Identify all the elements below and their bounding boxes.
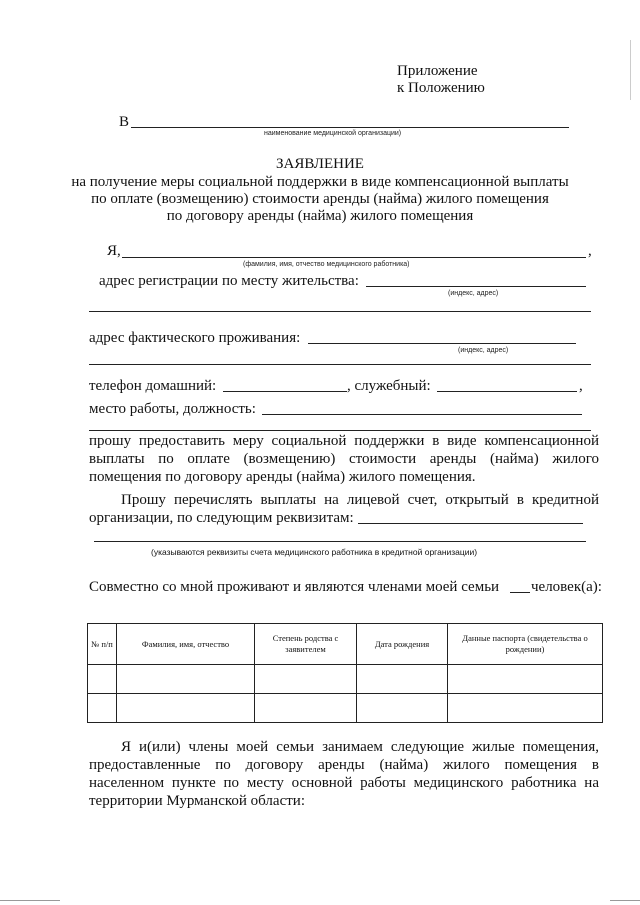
subtitle-line-2: по оплате (возмещению) стоимости аренды (найма) жилого помещения (91, 191, 549, 207)
table-row (88, 694, 603, 723)
actual-address-label: адрес фактического проживания: (89, 330, 301, 346)
family-count-line[interactable] (510, 592, 530, 593)
table-cell[interactable] (255, 665, 357, 694)
request-line-2: выплаты по оплате (возмещению) стоимости аренды (найма) жилого (89, 451, 599, 467)
applicant-name-line[interactable] (122, 257, 586, 258)
payment-caption: (указываются реквизиты счета медицинского работника в кредитной организации) (151, 547, 478, 557)
reg-address-label: адрес регистрации по месту жительства: (99, 273, 359, 289)
table-cell[interactable] (255, 694, 357, 723)
workplace-line-2[interactable] (89, 430, 591, 431)
payment-line-2-label: организации, по следующим реквизитам: (89, 510, 354, 526)
housing-line-3: населенном пункте по месту основной работы медицинского работника на (89, 775, 599, 791)
column-header-full-name: Фамилия, имя, отчество (117, 624, 255, 665)
table-cell[interactable] (88, 694, 117, 723)
table-cell[interactable] (357, 665, 448, 694)
subtitle-line-1: на получение меры социальной поддержки в виде компенсационной выплаты (71, 174, 569, 190)
actual-address-line-2[interactable] (89, 364, 591, 365)
table-cell[interactable] (448, 694, 603, 723)
phone-home-line[interactable] (223, 391, 347, 392)
family-text-before: Совместно со мной проживают и являются членами моей семьи (89, 579, 500, 595)
addressee-field-line[interactable] (131, 127, 569, 128)
reg-address-line[interactable] (366, 286, 586, 287)
payment-line-1: Прошу перечислять выплаты на лицевой счет, открытый в кредитной (121, 492, 599, 508)
column-header-relation: Степень родства с заявителем (255, 624, 357, 665)
actual-address-line[interactable] (308, 343, 576, 344)
reg-address-line-2[interactable] (89, 311, 591, 312)
table-cell[interactable] (117, 694, 255, 723)
phone-work-label: , служебный: (347, 378, 431, 394)
payment-details-line-2[interactable] (94, 541, 586, 542)
housing-line-1: Я и(или) члены моей семьи занимаем следующие жилые помещения, (121, 739, 599, 755)
request-line-1: прошу предоставить меру социальной поддержки в виде компенсационной (89, 433, 599, 449)
table-cell[interactable] (448, 665, 603, 694)
addressee-prefix: В (119, 114, 130, 130)
table-cell[interactable] (117, 665, 255, 694)
housing-line-4: территории Мурманской области: (89, 793, 305, 809)
reg-address-caption: (индекс, адрес) (448, 290, 499, 297)
phone-work-comma: , (579, 378, 583, 394)
housing-line-2: предоставленные по договору аренды (найма) жилого помещения в (89, 757, 599, 773)
workplace-label: место работы, должность: (89, 401, 256, 417)
applicant-name-comma: , (588, 243, 592, 259)
appendix-line-1: Приложение (397, 63, 478, 79)
phone-work-line[interactable] (437, 391, 577, 392)
table-header-row (88, 624, 603, 665)
family-text-after: человек(а): (531, 579, 602, 595)
subtitle-line-3: по договору аренды (найма) жилого помещения (166, 208, 474, 224)
applicant-name-caption: (фамилия, имя, отчество медицинского работника) (243, 261, 410, 268)
applicant-prefix: Я, (107, 243, 121, 259)
actual-address-caption: (индекс, адрес) (458, 347, 509, 354)
column-header-number: № п/п (88, 624, 117, 665)
family-members-table (87, 623, 603, 723)
workplace-line[interactable] (262, 414, 582, 415)
column-header-birth-date: Дата рождения (357, 624, 448, 665)
column-header-passport: Данные паспорта (свидетельства о рождении) (448, 624, 603, 665)
document-title: ЗАЯВЛЕНИЕ (276, 156, 364, 172)
request-line-3: помещения по договору аренды (найма) жилого помещения. (89, 469, 476, 485)
table-cell[interactable] (357, 694, 448, 723)
table-row (88, 665, 603, 694)
addressee-caption: наименование медицинской организации) (264, 130, 402, 137)
table-cell[interactable] (88, 665, 117, 694)
payment-details-line[interactable] (358, 523, 583, 524)
phone-home-label: телефон домашний: (89, 378, 217, 394)
appendix-line-2: к Положению (397, 80, 485, 96)
